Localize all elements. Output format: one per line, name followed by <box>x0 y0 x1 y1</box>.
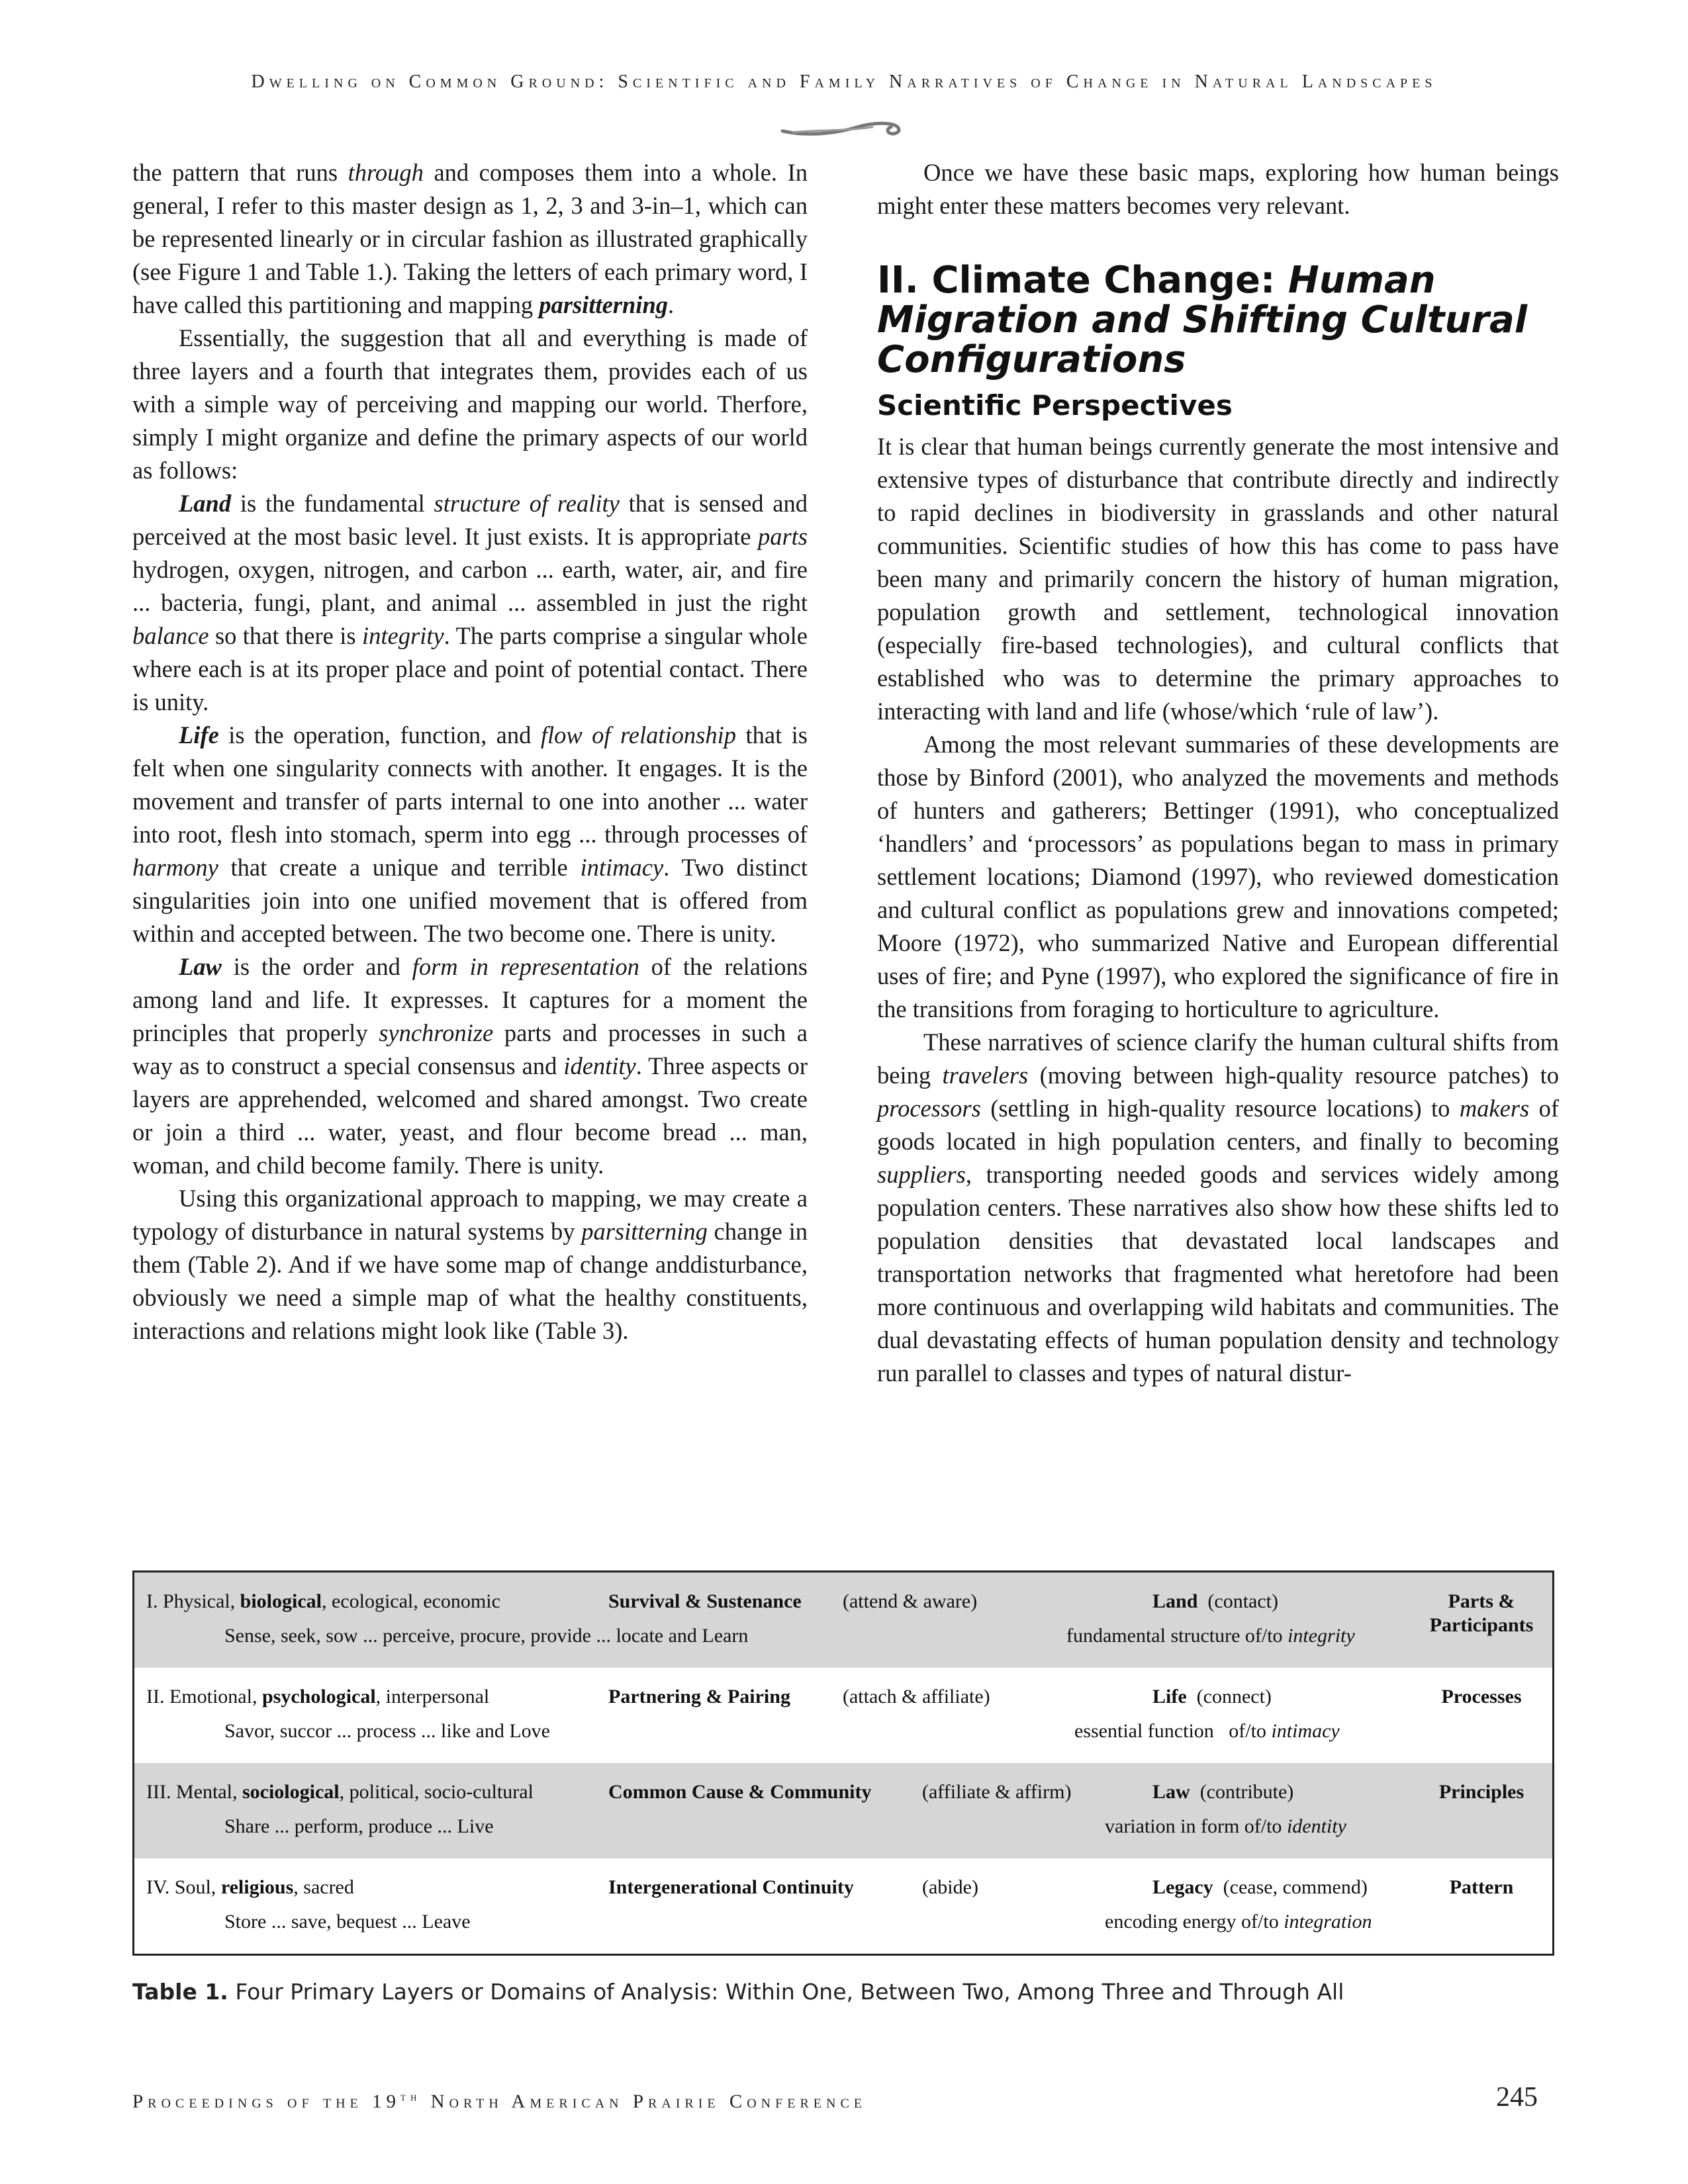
row-description: variation in form of/to identity <box>1105 1815 1346 1837</box>
row-category: Pattern <box>1449 1876 1514 1898</box>
table-row <box>134 1858 1552 1954</box>
row-category: Principles <box>1438 1781 1524 1803</box>
row-category: Processes <box>1441 1686 1522 1707</box>
paragraph: Once we have these basic maps, exploring how human beings might enter these matters becomes very relevant. <box>877 159 1559 219</box>
row-theme: Partnering & Pairing <box>608 1686 790 1707</box>
page-number: 245 <box>1496 2082 1538 2113</box>
row-domain: II. Emotional, psychological, interpersonal <box>146 1686 490 1707</box>
table-row <box>134 1763 1552 1858</box>
paragraph: These narratives of science clarify the human cultural shifts from being travelers (moving between high-quality resource patches) to processors (settling in high-quality resource locations) to makers of goods located in high population centers, and finally to becoming suppliers, transporting needed goods and services widely among population centers. These narratives also show how these shifts led to population densities that devastated local landscapes and transportation networks that fragmented what heretofore had been more continuous and overlapping wild habitats and communities. The dual devastating effects of human population density and technology run parallel to classes and types of natural distur- <box>877 1028 1560 1387</box>
row-theme-paren: (attach & affiliate) <box>843 1686 990 1707</box>
table-row <box>134 1668 1552 1763</box>
row-theme: Common Cause & Community <box>608 1781 872 1803</box>
table-caption: Table 1. Four Primary Layers or Domains of Analysis: Within One, Between Two, Among Three and Through All <box>132 1979 1344 2005</box>
paragraph: Using this organizational approach to mapping, we may create a typology of disturbance in natural systems by parsitterning change in them (Table 2). And if we have some map of change anddisturbance, obviously we need a simple map of what the healthy constituents, interactions and relations might look like (Table 3). <box>132 1185 808 1344</box>
paragraph: Among the most relevant summaries of these developments are those by Binford (2001), who analyzed the movements and methods of hunters and gatherers; Bettinger (1991), who conceptualized ‘handlers’ and ‘processors’ as populations began to mass in primary settlement locations; Diamond (1997), who reviewed domestication and cultural conflict as populations grew and innovations competed; Moore (1972), who summarized Native and European differential uses of fire; and Pyne (1997), who explored the significance of fire in the transitions from foraging to horticulture to agriculture. <box>877 731 1559 1023</box>
paragraph: the pattern that runs through and composes them into a whole. In general, I refer to this master design as 1, 2, 3 and 3-in–1, which can be represented linearly or in circular fashion as illustrated graphically (see Figure 1 and Table 1.). Taking the letters of each primary word, I have called this partitioning and mapping parsitterning. <box>132 159 808 318</box>
row-domain: I. Physical, biological, ecological, economic <box>146 1590 500 1612</box>
paragraph-law: Law is the order and form in representation of the relations among land and life. It expresses. It captures for a moment the principles that properly synchronize parts and processes in such a way as to construct a special consensus and identity. Three aspects or layers are apprehended, welcomed and shared amongst. Two create or join a third ... water, yeast, and flour become bread ... man, woman, and child become family. There is unity. <box>132 953 808 1179</box>
right-column <box>877 156 1559 1390</box>
row-verbs: Savor, succor ... process ... like and Love <box>224 1720 550 1742</box>
row-domain: IV. Soul, religious, sacred <box>146 1876 354 1898</box>
running-head: Dwelling on Common Ground: Scientific and Family Narratives of Change in Natural Landscapes <box>251 71 1437 92</box>
ornament-flourish-icon <box>780 116 906 143</box>
table-row <box>134 1572 1552 1668</box>
row-theme: Survival & Sustenance <box>608 1590 802 1612</box>
row-theme-paren: (abide) <box>922 1876 978 1898</box>
row-verbs: Sense, seek, sow ... perceive, procure, provide ... locate and Learn <box>224 1625 749 1647</box>
row-key: Law (contribute) <box>1152 1781 1294 1803</box>
left-column <box>132 156 808 1347</box>
paragraph: It is clear that human beings currently generate the most intensive and extensive types of disturbance that contribute directly and indirectly to rapid declines in biodiversity in grasslands and other natural communities. Scientific studies of how this has come to pass have been many and primarily concern the history of human migration, population growth and settlement, technological innovation (especially fire-based technologies), and cultural conflicts that established who was to determine the primary approaches to interacting with land and life (whose/which ‘rule of law’). <box>877 433 1559 725</box>
paragraph-life: Life is the operation, function, and flow of relationship that is felt when one singularity connects with another. It engages. It is the movement and transfer of parts internal to one into another ... water into root, flesh into stomach, sperm into egg ... through processes of harmony that create a unique and terrible intimacy. Two distinct singularities join into one unified movement that is offered from within and accepted between. The two become one. There is unity. <box>132 721 808 947</box>
paragraph-land: Land is the fundamental structure of reality that is sensed and perceived at the most basic level. It just exists. It is appropriate parts hydrogen, oxygen, nitrogen, and carbon ... earth, water, air, and fire ... bacteria, fungi, plant, and animal ... assembled in just the right balance so that there is integrity. The parts comprise a singular whole where each is at its proper place and point of potential contact. There is unity. <box>132 490 808 715</box>
row-description: fundamental structure of/to integrity <box>1066 1625 1355 1647</box>
row-theme-paren: (attend & aware) <box>843 1590 978 1612</box>
row-category: Parts & Participants <box>1429 1590 1534 1636</box>
row-theme-paren: (affiliate & affirm) <box>922 1781 1072 1803</box>
row-description: encoding energy of/to integration <box>1105 1911 1372 1933</box>
footer-conference: Proceedings of the 19th North American Prairie Conference <box>132 2090 867 2113</box>
row-theme: Intergenerational Continuity <box>608 1876 854 1898</box>
row-description: essential function of/to intimacy <box>1074 1720 1340 1742</box>
section-title: II. Climate Change: Human Migration and Shifting Cultural Configurations <box>877 259 1528 381</box>
subsection-title: Scientific Perspectives <box>877 389 1233 422</box>
row-verbs: Share ... perform, produce ... Live <box>224 1815 494 1837</box>
table-1 <box>132 1570 1554 1956</box>
row-domain: III. Mental, sociological, political, socio-cultural <box>146 1781 534 1803</box>
row-key: Life (connect) <box>1152 1686 1272 1707</box>
row-key: Legacy (cease, commend) <box>1152 1876 1368 1898</box>
row-verbs: Store ... save, bequest ... Leave <box>224 1911 471 1933</box>
row-key: Land (contact) <box>1152 1590 1278 1612</box>
paragraph: Essentially, the suggestion that all and everything is made of three layers and a fourth that integrates them, provides each of us with a simple way of perceiving and mapping our world. Therfore, simply I might organize and define the primary aspects of our world as follows: <box>132 324 808 484</box>
